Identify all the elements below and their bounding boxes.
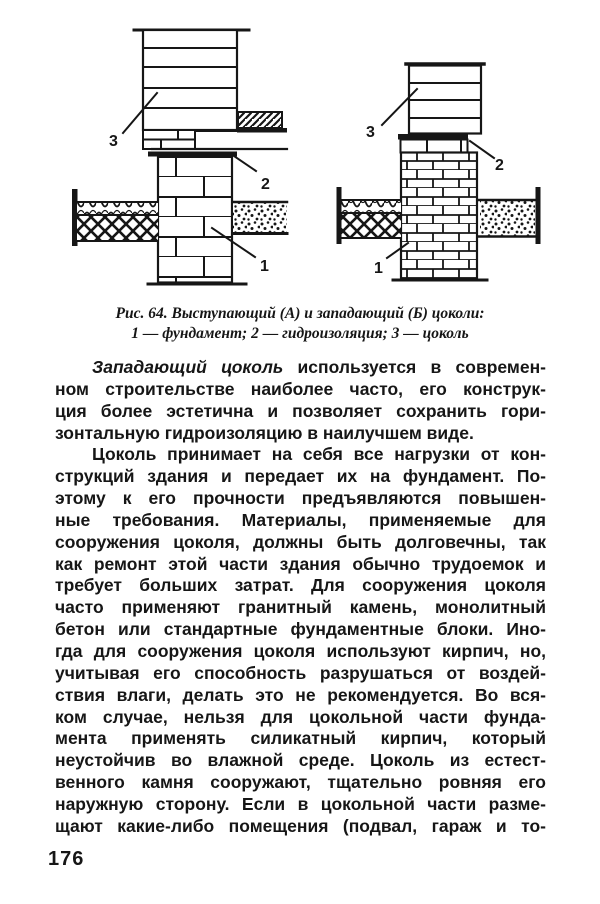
ground-topsoil-band: [342, 201, 402, 213]
text-line: зонтальную гидроизоляцию в наилучшем виде.: [55, 422, 474, 443]
text-line: ные требования. Материалы, применяемые для: [55, 509, 546, 530]
paragraph-1: [55, 357, 546, 444]
text-line: этому к его прочности предъявляются повышен-: [55, 488, 546, 509]
diagram-a-protruding-plinth: [72, 30, 287, 284]
figure-diagrams: [0, 0, 600, 300]
paragraph-lead-term: Западающий цоколь: [92, 357, 284, 377]
backfill-dotted-band: [233, 203, 287, 232]
text-line: струкций здания и передает их на фундамент. По-: [55, 466, 546, 487]
paragraph-2: [55, 444, 546, 837]
text-line: наружную сторону. Если в цокольной части разме-: [55, 793, 546, 814]
ground-subsoil-band: [342, 213, 402, 238]
text-line: венного камня сооружают, тщательно ровняя его: [55, 772, 546, 793]
label-foundation-b: 1: [374, 260, 383, 277]
text-line: [55, 357, 546, 379]
foundation-masonry: [158, 157, 232, 283]
body-text: [55, 357, 546, 838]
text-line: сооружения цоколя, должны быть долговечны, так: [55, 531, 546, 552]
text-line: ном строительстве наиболее часто, его конструк-: [55, 378, 546, 399]
figure-caption-title: Рис. 64. Выступающий (А) и западающий (Б) цоколи:: [115, 305, 485, 322]
floor-slab-edge-bar: [237, 128, 287, 133]
text-line: мента применять силикатный кирпич, который: [55, 728, 546, 749]
text-line: неустойчив во влажной среде. Цоколь из естест-: [55, 750, 546, 771]
paragraph-2-lines: [55, 444, 546, 837]
text-line: бетон или стандартные фундаментные блоки. Ино-: [55, 619, 546, 640]
paragraph-lead-rest: используется в современ-: [283, 357, 546, 377]
label-foundation-a: 1: [260, 258, 269, 275]
text-line: как ремонт этой части здания обычно трудоемок и: [55, 553, 546, 574]
text-line: ком случае, нельзя для цокольной части фунда-: [55, 706, 546, 727]
text-line: ция более эстетична и позволяет сохранить гори-: [55, 400, 546, 421]
paragraph-1-lines: [55, 379, 546, 445]
ground-subsoil-band: [77, 215, 158, 241]
backfill-dotted-band: [480, 201, 535, 236]
text-line: учитывая его способность разрушаться от воздей-: [55, 662, 546, 683]
text-line: требует больших затрат. Для сооружения цоколя: [55, 575, 546, 596]
figure-caption: [50, 304, 550, 343]
floor-screed-hatch: [238, 112, 282, 128]
text-line: щают какие-либо помещения (подвал, гараж и то-: [55, 815, 546, 836]
page-number: 176: [48, 848, 85, 870]
text-line: гда для сооружения цоколя используют кирпич, но,: [55, 640, 546, 661]
label-waterproofing-b: 2: [495, 157, 504, 174]
text-line: Цоколь принимает на себя все нагрузки от кон-: [92, 444, 546, 465]
figure-caption-legend: 1 — фундамент; 2 — гидроизоляция; 3 — цоколь: [131, 324, 469, 342]
leader-line-2: [231, 154, 256, 171]
ground-left-end-bar: [337, 187, 342, 244]
ground-left-end-bar: [72, 189, 78, 246]
diagram-b-recessed-plinth: [337, 64, 541, 280]
text-line: ствия влаги, делать это не рекомендуется. Во вся-: [55, 684, 546, 705]
ground-right-end-bar: [536, 187, 541, 244]
ground-topsoil-band: [77, 203, 158, 215]
plinth-block-wall: [143, 30, 237, 130]
label-waterproofing-a: 2: [261, 176, 270, 193]
plinth-top-course: [401, 140, 468, 153]
text-line: часто применяют гранитный камень, монолитный: [55, 597, 546, 618]
label-plinth-a: 3: [109, 133, 118, 150]
label-plinth-b: 3: [366, 124, 375, 141]
foundation-masonry: [401, 153, 477, 279]
